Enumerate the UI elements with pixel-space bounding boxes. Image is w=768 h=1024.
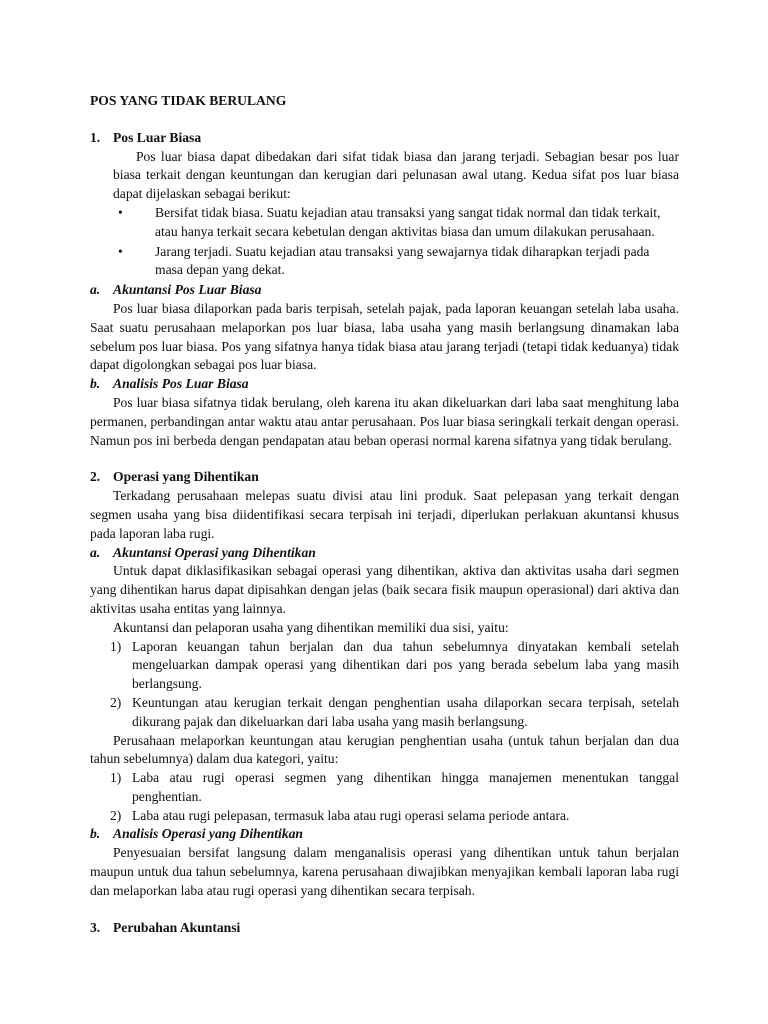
section-1-number: 1. bbox=[90, 129, 101, 145]
subsection-2b-number: b. bbox=[90, 826, 101, 842]
list-number: 1) bbox=[110, 770, 122, 786]
subsection-2b-title: Analisis Operasi yang Dihentikan bbox=[113, 826, 303, 842]
subsection-2b-heading bbox=[90, 825, 679, 844]
list-number: 2) bbox=[110, 807, 122, 823]
subsection-1b-heading bbox=[90, 375, 679, 394]
list-text: Laba atau rugi operasi segmen yang dihentikan hingga manajemen menentukan tanggal penghentian. bbox=[132, 770, 679, 804]
list-number: 2) bbox=[110, 694, 122, 710]
bullet-icon: • bbox=[118, 243, 123, 259]
section-2-intro: Terkadang perusahaan melepas suatu divisi atau lini produk. Saat pelepasan yang terkait dengan segmen usaha yang bisa diidentifikasi secara terpisah ini terjadi, diperlukan perlakuan akuntansi khusus pada laporan laba rugi. bbox=[90, 488, 679, 541]
subsection-1b-title: Analisis Pos Luar Biasa bbox=[113, 376, 249, 392]
bullet-text: Bersifat tidak biasa. Suatu kejadian atau transaksi yang sangat tidak normal dan tidak terkait, atau hanya terkait secara kebetulan dengan aktivitas biasa dan umum dilakukan perusahaan. bbox=[155, 204, 661, 239]
bullet-text: Jarang terjadi. Suatu kejadian atau transaksi yang sewajarnya tidak diharapkan terjadi pada masa depan yang dekat. bbox=[155, 243, 650, 278]
list-text: Keuntungan atau kerugian terkait dengan penghentian usaha dilaporkan secara terpisah, setelah dikurang pajak dan dikeluarkan dari laba usaha yang masih berlangsung. bbox=[132, 694, 679, 729]
section-3-heading bbox=[90, 919, 679, 938]
section-3-title: Perubahan Akuntansi bbox=[113, 919, 241, 935]
subsection-2a-heading bbox=[90, 544, 679, 563]
section-2-heading bbox=[90, 468, 679, 487]
numbered-list-item bbox=[90, 638, 679, 694]
subsection-2a-paragraph-1: Untuk dapat diklasifikasikan sebagai operasi yang dihentikan, aktiva dan aktivitas usaha dari segmen yang dihentikan harus dapat dipisahkan dengan jelas (baik secara fisik maupun operasional) dari aktiva dan aktivitas usaha entitas yang lainnya. bbox=[90, 563, 679, 616]
bullet-item bbox=[113, 243, 679, 281]
list-text: Laba atau rugi pelepasan, termasuk laba atau rugi operasi selama periode antara. bbox=[132, 807, 570, 823]
section-2-number: 2. bbox=[90, 469, 101, 485]
section-2-title: Operasi yang Dihentikan bbox=[113, 469, 259, 485]
subsection-2a-paragraph-2: Akuntansi dan pelaporan usaha yang dihentikan memiliki dua sisi, yaitu: bbox=[113, 619, 509, 635]
numbered-list-item bbox=[90, 769, 679, 807]
subsection-2a-number: a. bbox=[90, 544, 101, 560]
subsection-1b-paragraph: Pos luar biasa sifatnya tidak berulang, oleh karena itu akan dikeluarkan dari laba saat menghitung laba permanen, perbandingan antar waktu atau antar perusahaan. Pos luar biasa seringkali terkait dengan operasi. Namun pos ini berbeda dengan pendapatan atau beban operasi normal karena sifatnya yang tidak berulang. bbox=[90, 394, 679, 448]
bullet-item bbox=[113, 204, 679, 242]
numbered-list-item bbox=[90, 807, 679, 826]
section-gap bbox=[90, 450, 679, 468]
bullet-icon: • bbox=[118, 204, 123, 220]
document-body bbox=[90, 92, 679, 937]
subsection-1a-heading bbox=[90, 281, 679, 300]
subsection-1a-number: a. bbox=[90, 282, 101, 298]
section-1-heading bbox=[90, 129, 679, 148]
subsection-1a-title: Akuntansi Pos Luar Biasa bbox=[113, 282, 262, 298]
subsection-2a-title: Akuntansi Operasi yang Dihentikan bbox=[113, 544, 316, 560]
document-title: POS YANG TIDAK BERULANG bbox=[90, 93, 287, 108]
list-number: 1) bbox=[110, 638, 122, 654]
subsection-1b-number: b. bbox=[90, 376, 101, 392]
subsection-2a-paragraph-3: Perusahaan melaporkan keuntungan atau kerugian penghentian usaha (untuk tahun berjalan dan dua tahun sebelumnya) dalam dua kategori, yaitu: bbox=[90, 732, 679, 767]
subsection-2b-paragraph: Penyesuaian bersifat langsung dalam menganalisis operasi yang dihentikan untuk tahun berjalan maupun untuk dua tahun sebelumnya, karena perusahaan diwajibkan menyajikan kembali laporan laba rugi dan melaporkan laba atau rugi operasi yang dihentikan secara terpisah. bbox=[90, 845, 679, 898]
section-1-intro: Pos luar biasa dapat dibedakan dari sifat tidak biasa dan jarang terjadi. Sebagian besar pos luar biasa terkait dengan keuntungan dan kerugian dari pelunasan awal utang. Kedua sifat pos luar biasa dapat dijelaskan sebagai berikut: bbox=[113, 148, 679, 202]
section-gap bbox=[90, 901, 679, 919]
numbered-list-item bbox=[90, 694, 679, 732]
subsection-1a-paragraph: Pos luar biasa dilaporkan pada baris terpisah, setelah pajak, pada laporan keuangan setelah laba usaha. Saat suatu perusahaan melaporkan pos luar biasa, laba usaha yang masih berlangsung dinamakan laba sebelum pos luar biasa. Pos yang sifatnya hanya tidak biasa atau jarang terjadi (tetapi tidak keduanya) tidak dapat digolongkan sebagai pos luar biasa. bbox=[90, 300, 679, 373]
list-text: Laporan keuangan tahun berjalan dan dua tahun sebelumnya dinyatakan kembali setelah mengeluarkan dampak operasi yang dihentikan dari pos yang berada sebelum laba yang masih berlangsung. bbox=[132, 638, 679, 692]
section-3-number: 3. bbox=[90, 919, 101, 935]
section-1-title: Pos Luar Biasa bbox=[113, 129, 202, 145]
